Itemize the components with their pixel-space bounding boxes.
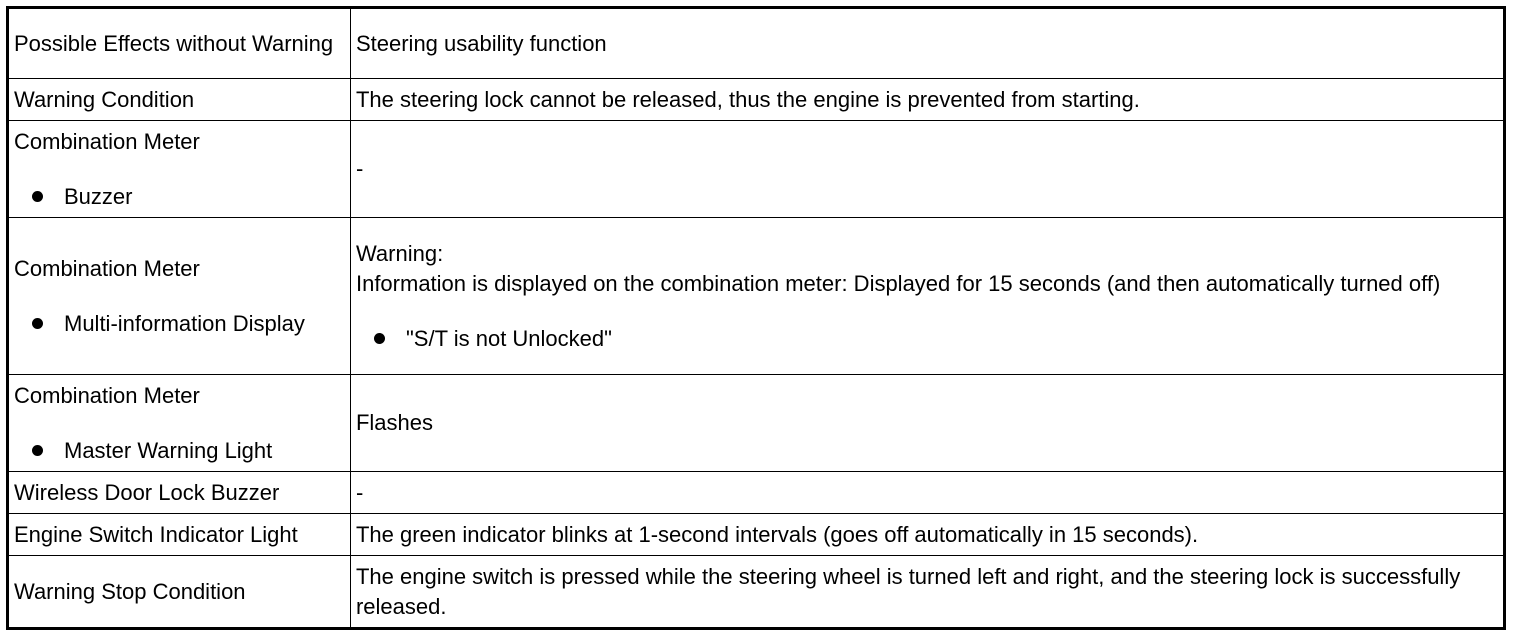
label-bullet-text: Buzzer [64,183,133,209]
row-label: Warning Stop Condition [14,578,246,604]
row-value: - [355,156,364,181]
row-label: Combination Meter [14,382,200,408]
table-row [8,8,1505,79]
row-value-cell [350,514,1504,556]
table-row [8,472,1505,514]
row-value: - [355,479,364,505]
label-bullet-item [14,436,345,466]
row-value-cell [350,218,1504,375]
table-row [8,514,1505,556]
row-value: The green indicator blinks at 1-second intervals (goes off automatically in 15 seconds). [355,521,1199,547]
table-row [8,375,1505,472]
row-value-cell [350,472,1504,514]
row-value-cell [350,79,1504,121]
row-label-cell [8,218,351,375]
row-value: Information is displayed on the combination meter: Displayed for 15 seconds (and then automatically turned off) [355,270,1441,296]
row-label: Engine Switch Indicator Light [14,521,298,547]
row-value-cell [350,556,1504,629]
row-value-cell [350,8,1504,79]
row-value: The engine switch is pressed while the steering wheel is turned left and right, and the steering lock is successfully released. [355,563,1461,619]
label-bullet-item [14,309,345,339]
row-label-cell [8,556,351,629]
row-label-cell [8,514,351,556]
row-label-cell [8,8,351,79]
row-label-cell [8,375,351,472]
row-label: Possible Effects without Warning [14,30,334,56]
row-value: Steering usability function [355,30,607,56]
value-bullet-text: "S/T is not Unlocked" [405,325,612,351]
row-value: Flashes [355,410,434,435]
label-bullet-item [14,182,345,212]
row-label: Combination Meter [14,128,200,154]
row-value-cell [350,375,1504,472]
label-bullet-text: Master Warning Light [64,437,273,463]
row-label-cell [8,79,351,121]
row-value-cell [350,121,1504,218]
table-row [8,121,1505,218]
table-row [8,556,1505,629]
bullet-icon [32,445,43,456]
bullet-icon [374,333,385,344]
bullet-icon [32,191,43,202]
row-value-heading: Warning: [355,240,444,266]
row-label: Wireless Door Lock Buzzer [14,479,280,505]
row-label: Combination Meter [14,255,200,281]
row-label: Warning Condition [14,86,195,112]
row-value: The steering lock cannot be released, thus the engine is prevented from starting. [355,86,1140,112]
row-label-cell [8,472,351,514]
row-label-cell [8,121,351,218]
label-bullet-text: Multi-information Display [64,310,305,336]
bullet-icon [32,318,43,329]
table-row [8,218,1505,375]
value-bullet-item [356,324,1498,354]
warning-info-table [6,6,1506,630]
table-row [8,79,1505,121]
